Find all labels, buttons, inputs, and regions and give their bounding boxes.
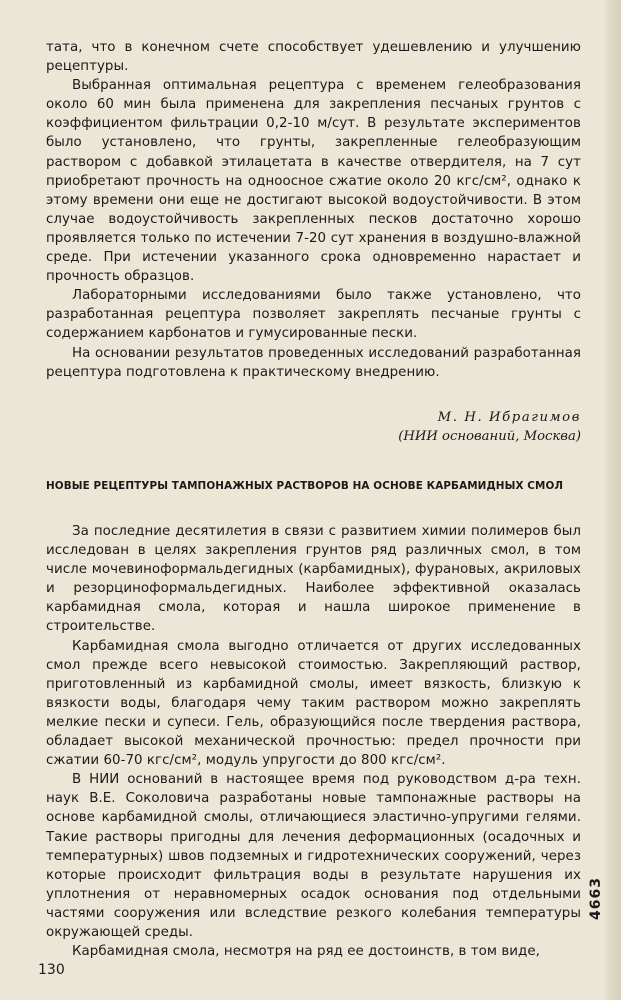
paragraph: Лабораторными исследованиями было также установлено, что разработанная рецептура позволяет закреплять песчаные грунты с содержанием карбонатов и гумусированные пески. bbox=[46, 288, 581, 342]
section-heading: НОВЫЕ РЕЦЕПТУРЫ ТАМПОНАЖНЫХ РАСТВОРОВ НА ОСНОВЕ КАРБАМИДНЫХ СМОЛ bbox=[46, 480, 564, 492]
article-1-body bbox=[46, 38, 581, 382]
paragraph: За последние десятилетия в связи с развитием химии полимеров был исследован в целях закрепления грунтов ряд различных смол, в том числе мочевиноформальдегидных (карбамидных), фурановых, акриловых и резорциноформальдегидных. Наиболее эффективной оказалась карбамидная смола, которая и нашла широкое применение в строительстве. bbox=[46, 524, 581, 635]
paragraph: Выбранная оптимальная рецептура с временем гелеобразования около 60 мин была применена для закрепления песчаных грунтов с коэффициентом фильтрации 0,2-10 м/сут. В результате экспериментов было установлено, что грунты, закрепленные гелеобразующим раствором с добавкой этилацетата в качестве отвердителя, на 7 сут приобретают прочность на одноосное сжатие около 20 кгс/см², однако к этому времени они еще не достигают высокой водоустойчивости. В этом случае водоустойчивость закрепленных песков достаточно хорошо проявляется только по истечении 7-20 сут хранения в воздушно-влажной среде. При истечении указанного срока одновременно нарастает и прочность образцов. bbox=[46, 78, 581, 285]
paragraph: Карбамидная смола, несмотря на ряд ее достоинств, в том виде, bbox=[72, 944, 540, 960]
paragraph: На основании результатов проведенных исследований разработанная рецептура подготовлена к практическому внедрению. bbox=[46, 345, 581, 380]
page-number: 130 bbox=[38, 962, 65, 978]
author-signature bbox=[398, 408, 581, 446]
paragraph: тата, что в конечном счете способствует удешевлению и улучшению рецептуры. bbox=[46, 40, 581, 75]
page-binding-edge bbox=[605, 0, 621, 1000]
article-2-body bbox=[46, 522, 581, 961]
paragraph: В НИИ оснований в настоящее время под руководством д-ра техн. наук В.Е. Соколовича разработаны новые тампонажные растворы на основе карбамидной смолы, отличающиеся эластично-упругими гелями. Такие растворы пригодны для лечения деформационных (осадочных и температурных) швов подземных и гидротехнических сооружений, через которые происходит фильтрация воды в результате нарушения их уплотнения от неравномерных осадок основания под отдельными частями сооружения или вследствие резкого колебания температуры окружающей среды. bbox=[46, 772, 581, 940]
author-name: М. Н. Ибрагимов bbox=[437, 410, 581, 425]
side-stamp: 4663 bbox=[588, 877, 604, 920]
paragraph: Карбамидная смола выгодно отличается от других исследованных смол прежде всего невысокой стоимостью. Закрепляющий раствор, приготовленный из карбамидной смолы, имеет вязкость, близкую к вязкости воды, благодаря чему таким раствором можно закреплять мелкие пески и супеси. Гель, образующийся после твердения раствора, обладает высокой механической прочностью: предел прочности при сжатии 60-70 кгс/см², модуль упругости до 800 кгс/см². bbox=[46, 638, 581, 769]
author-affiliation: (НИИ оснований, Москва) bbox=[398, 429, 581, 444]
